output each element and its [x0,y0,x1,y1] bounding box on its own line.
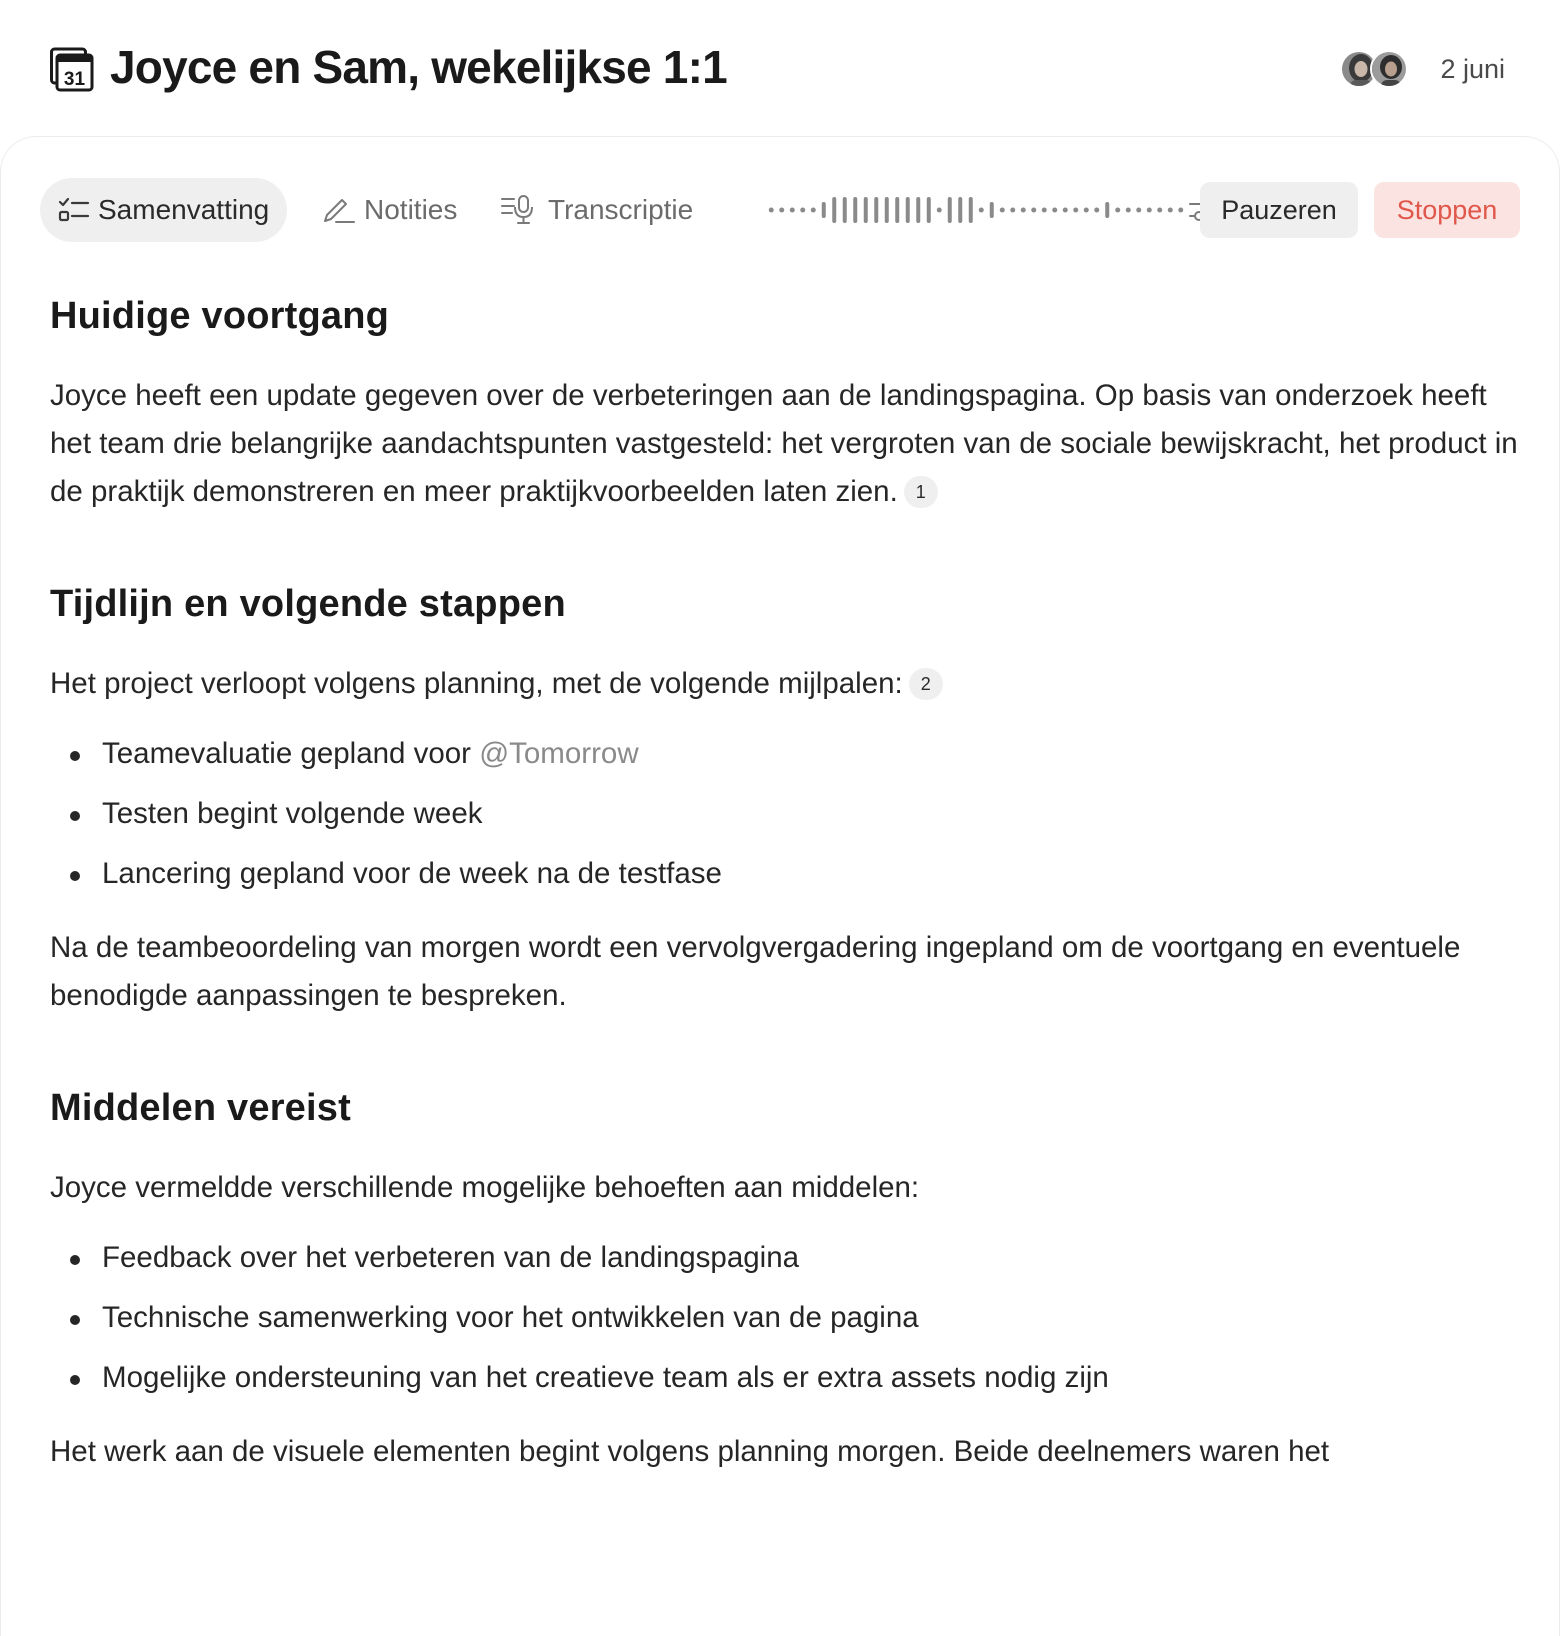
summary-content [50,290,1520,1476]
section-heading: Tijdlijn en volgende stappen [50,583,566,625]
list-item: Testen begint volgende week [50,784,1520,844]
section-heading: Huidige voortgang [50,295,390,337]
svg-text:31: 31 [63,69,86,90]
section-paragraph: Het werk aan de visuele elementen begint volgens planning morgen. Beide deelnemers waren het [50,1435,1330,1468]
waveform-dot [1136,208,1141,213]
waveform-dot [1042,208,1047,213]
waveform-dot [1094,208,1099,213]
section-paragraph [50,372,1520,516]
calendar-icon [50,46,94,92]
tab-label: Notities [364,194,458,225]
waveform-dot [1084,208,1089,213]
waveform-dot [1010,208,1015,213]
section-intro [50,660,1520,708]
tab-notities[interactable] [322,178,457,242]
waveform-dot [1168,208,1173,213]
waveform-dot [1031,208,1036,213]
pencil-icon [322,195,356,225]
waveform-dot [1157,208,1162,213]
resource-list [50,1228,1520,1408]
paragraph-text: Het project verloopt volgens planning, met de volgende mijlpalen: [50,667,903,700]
section-paragraph: Na de teambeoordeling van morgen wordt een vervolgvergadering ingepland om de voortgang en eventuele benodigde aanpassingen te bespreken. [50,931,1461,1012]
meeting-date: 2 juni [1440,54,1505,84]
section-heading: Middelen vereist [50,1087,351,1129]
tab-label: Samenvatting [98,194,270,225]
waveform-dot [1073,208,1078,213]
waveform-dot [1115,208,1120,213]
list-item: Lancering gepland voor de week na de testfase [50,844,1520,904]
pause-button[interactable]: Pauzeren [1200,182,1358,238]
list-item: Technische samenwerking voor het ontwikkelen van de pagina [50,1288,1520,1348]
date-mention[interactable]: @Tomorrow [479,737,639,770]
page-title: Joyce en Sam, wekelijkse 1:1 [110,41,727,93]
checklist-icon [58,196,90,224]
waveform-dot [1000,208,1005,213]
participants-avatars[interactable] [1340,50,1410,88]
waveform-dot [1178,208,1183,213]
waveform-dot [769,208,774,213]
reference-badge[interactable]: 2 [909,668,943,700]
waveform-dot [1126,208,1131,213]
page-header [0,0,1560,138]
list-item [50,724,1520,784]
microphone-transcript-icon [500,194,540,226]
avatar[interactable] [1370,50,1408,88]
waveform-dot [811,208,816,213]
waveform-dot [779,208,784,213]
milestone-list [50,724,1520,904]
waveform-dot [979,208,984,213]
paragraph-text: Joyce heeft een update gegeven over de verbeteringen aan de landingspagina. Op basis van onderzoek heeft het team drie belangrijke aandachtspunten vastgesteld: het vergroten van de sociale bewijskracht, het product in de praktijk demonstreren en meer praktijkvoorbeelden laten zien. [50,379,1518,508]
list-item: Mogelijke ondersteuning van het creatieve team als er extra assets nodig zijn [50,1348,1520,1408]
tab-transcriptie[interactable] [500,178,693,242]
section-intro: Joyce vermeldde verschillende mogelijke behoeften aan middelen: [50,1171,920,1204]
tab-label: Transcriptie [548,194,694,225]
waveform-dot [1021,208,1026,213]
waveform-dot [790,208,795,213]
waveform-dot [1052,208,1057,213]
audio-waveform [766,194,1186,226]
list-item-text: Teamevaluatie gepland voor [102,737,480,770]
stop-button[interactable]: Stoppen [1374,182,1520,238]
reference-badge[interactable]: 1 [904,476,938,508]
meeting-toolbar [40,178,1520,242]
waveform-dot [1147,208,1152,213]
tab-samenvatting[interactable] [40,178,287,242]
list-item: Feedback over het verbeteren van de landingspagina [50,1228,1520,1288]
waveform-dot [800,208,805,213]
waveform-dot [937,208,942,213]
waveform-dot [1063,208,1068,213]
